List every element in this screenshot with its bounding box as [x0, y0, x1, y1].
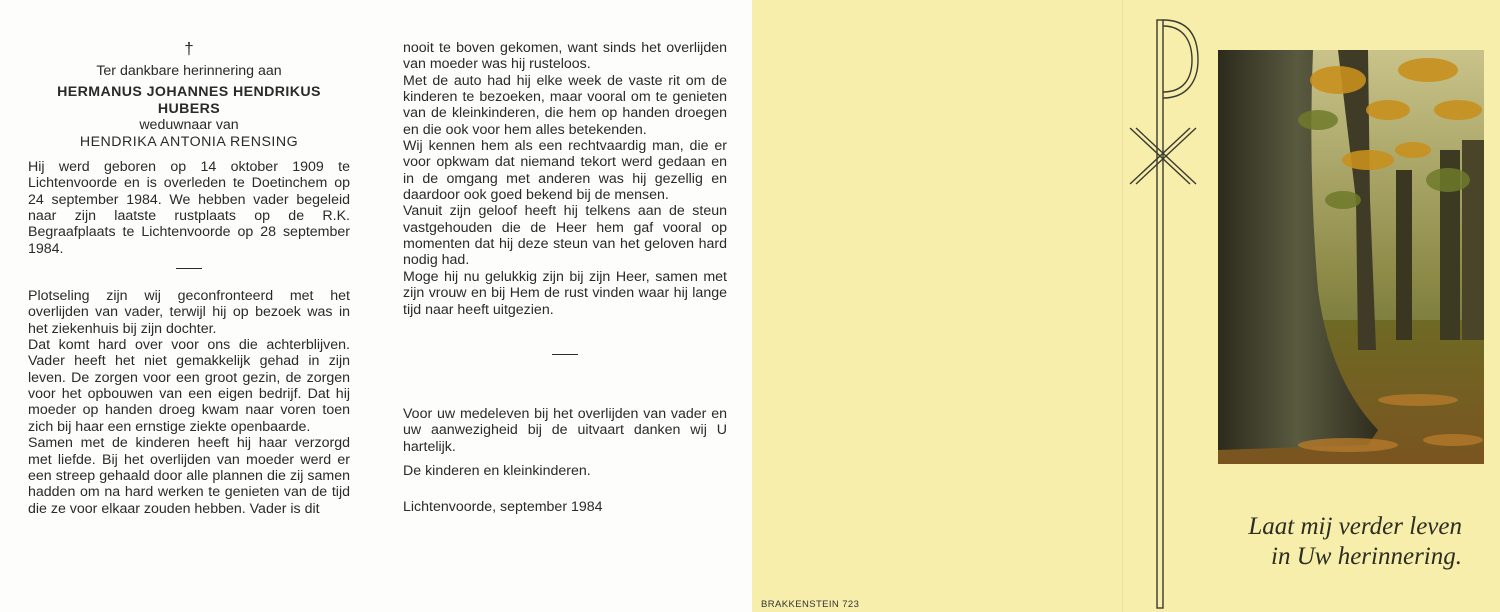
forest-photo: [1218, 50, 1484, 464]
thanks-paragraph: Voor uw medeleven bij het overlijden van vader en uw aanwezigheid bij de uitvaart danken wij U hartelijk.: [403, 405, 727, 455]
right-column: [403, 40, 727, 516]
verse-line-1: Laat mij verder leven: [1248, 513, 1462, 540]
cross-icon: †: [184, 39, 194, 58]
deceased-name-line-2: HUBERS: [157, 100, 221, 117]
right-paragraph-1: nooit te boven gekomen, want sinds het overlijden van moeder was hij rusteloos.: [403, 40, 727, 73]
left-column: [28, 40, 350, 517]
left-paragraph-2: Dat komt hard over voor ons die achterblijven. Vader heeft het niet gemakkelijk gehad in zijn leven. De zorgen voor een groot gezin, de zorgen voor het opbouwen van een eigen bedrijf. Dat hij moeder op handen droeg kwam naar voren toen zich bij haar een ernstige ziekte openbaarde.: [28, 337, 350, 435]
left-paragraph-1: Plotseling zijn wij geconfronteerd met het overlijden van vader, terwijl hij op bezoek was in het ziekenhuis bij zijn dochter.: [28, 288, 350, 337]
right-paragraph-3: Wij kennen hem als een rechtvaardig man, die er voor opkwam dat niemand tekort werd gedaan en in de omgang met anderen was hij gezellig en daardoor ook goed bekend bij de mensen.: [403, 138, 727, 204]
left-paragraph-3: Samen met de kinderen heeft hij haar verzorgd met liefde. Bij het overlijden van moeder werd er een streep gehaald door alle plannen die zij samen hadden om na hard werken te genieten van de tijd die ze voor elkaar zouden hebben. Vader is dit: [28, 435, 350, 517]
spouse-name: HENDRIKA ANTONIA RENSING: [79, 134, 299, 150]
verse-text: [1162, 512, 1462, 572]
intro-text: Ter dankbare herinnering aan: [96, 63, 282, 79]
relation-text: weduwnaar van: [139, 117, 239, 133]
printer-mark: BRAKKENSTEIN 723: [761, 599, 860, 610]
deceased-name-line-1: HERMANUS JOHANNES HENDRIKUS: [57, 84, 321, 100]
right-paragraph-5: Moge hij nu gelukkig zijn bij zijn Heer, samen met zijn vrouw en bij Hem de rust vinden waar hij lange tijd naar heeft uitgezien.: [403, 268, 727, 318]
place-date: Lichtenvoorde, september 1984: [403, 499, 603, 516]
right-paragraph-2: Met de auto had hij elke week de vaste rit om de kinderen te bezoeken, maar vooral om te genieten van de kleinkinderen, die hem op handen droegen en die ook voor hem alles betekenden.: [403, 72, 727, 138]
right-paragraph-4: Vanuit zijn geloof heeft hij telkens aan de steun vastgehouden die de Heer hem gaf vooral op momenten dat hij deze steun van het geloven hard nodig had.: [403, 203, 727, 269]
verse-line-2: in Uw herinnering.: [1271, 543, 1462, 570]
divider: [176, 268, 202, 269]
fold-line: [1122, 0, 1123, 612]
bio-paragraph: Hij werd geboren op 14 oktober 1909 te Lichtenvoorde en is overleden te Doetinchem op 24 september 1984. We hebben vader begeleid naar zijn laatste rustplaats op de R.K. Begraafplaats te Lichtenvoorde op 28 september 1984.: [28, 159, 350, 257]
signature: De kinderen en kleinkinderen.: [403, 462, 591, 479]
divider: [552, 354, 578, 355]
